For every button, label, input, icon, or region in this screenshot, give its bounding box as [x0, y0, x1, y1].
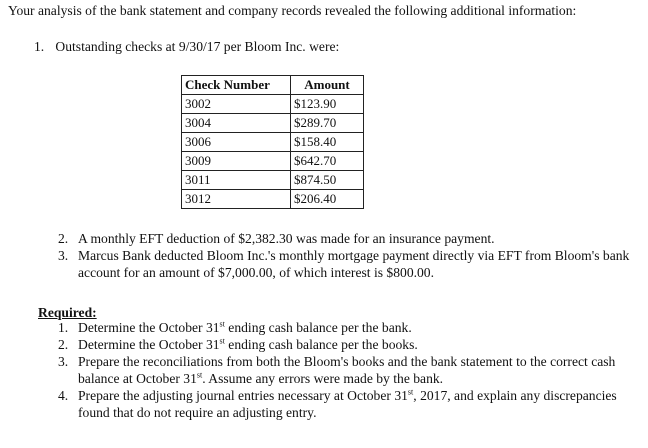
table-row — [182, 95, 364, 114]
list-number: 4. — [58, 388, 69, 403]
check-number-cell: 3011 — [182, 171, 291, 190]
list-number: 2. — [58, 337, 69, 352]
list-text: Determine the October 31st ending cash balance per the bank. — [78, 319, 412, 335]
amount-cell: $123.90 — [291, 95, 364, 114]
list-text: Determine the October 31st ending cash balance per the books. — [78, 336, 418, 352]
list-number: 3. — [58, 248, 69, 263]
required-item-1 — [58, 319, 643, 336]
list-number: 2. — [58, 231, 69, 246]
list-text: Prepare the adjusting journal entries necessary at October 31st, 2017, and explain any discrepancies found that do not require an adjusting entry. — [78, 387, 617, 420]
table-header-row — [182, 76, 364, 95]
list-item-2 — [58, 230, 638, 247]
check-number-cell: 3006 — [182, 133, 291, 152]
header-amount: Amount — [291, 76, 364, 95]
header-check-number: Check Number — [182, 76, 291, 95]
amount-cell: $206.40 — [291, 190, 364, 209]
list-text: Prepare the reconciliations from both the Bloom's books and the bank statement to the correct cash balance at October 31st. Assume any errors were made by the bank. — [78, 354, 616, 386]
list-item-1 — [34, 38, 339, 55]
table-row — [182, 114, 364, 133]
table-row — [182, 190, 364, 209]
required-item-3 — [58, 353, 643, 387]
list-text: Marcus Bank deducted Bloom Inc.'s monthly mortgage payment directly via EFT from Bloom's bank account for an amount of $7,000.00, of which interest is $800.00. — [78, 248, 630, 280]
required-item-4 — [58, 387, 643, 421]
amount-cell: $874.50 — [291, 171, 364, 190]
required-item-2 — [58, 336, 643, 353]
required-list — [58, 319, 643, 421]
list-text: A monthly EFT deduction of $2,382.30 was made for an insurance payment. — [78, 231, 495, 246]
list-item-3 — [58, 247, 638, 281]
additional-info-list — [58, 230, 638, 281]
list-number: 1. — [34, 39, 45, 54]
table-row — [182, 133, 364, 152]
table-row — [182, 152, 364, 171]
outstanding-checks-table — [181, 75, 364, 209]
check-number-cell: 3002 — [182, 95, 291, 114]
amount-cell: $642.70 — [291, 152, 364, 171]
list-number: 3. — [58, 354, 69, 369]
intro-paragraph: Your analysis of the bank statement and company records revealed the following additional information: — [8, 3, 577, 18]
required-heading: Required: — [38, 305, 97, 320]
list-number: 1. — [58, 320, 69, 335]
list-text: Outstanding checks at 9/30/17 per Bloom Inc. were: — [55, 39, 340, 54]
check-number-cell: 3004 — [182, 114, 291, 133]
check-number-cell: 3012 — [182, 190, 291, 209]
amount-cell: $158.40 — [291, 133, 364, 152]
check-number-cell: 3009 — [182, 152, 291, 171]
table-row — [182, 171, 364, 190]
amount-cell: $289.70 — [291, 114, 364, 133]
